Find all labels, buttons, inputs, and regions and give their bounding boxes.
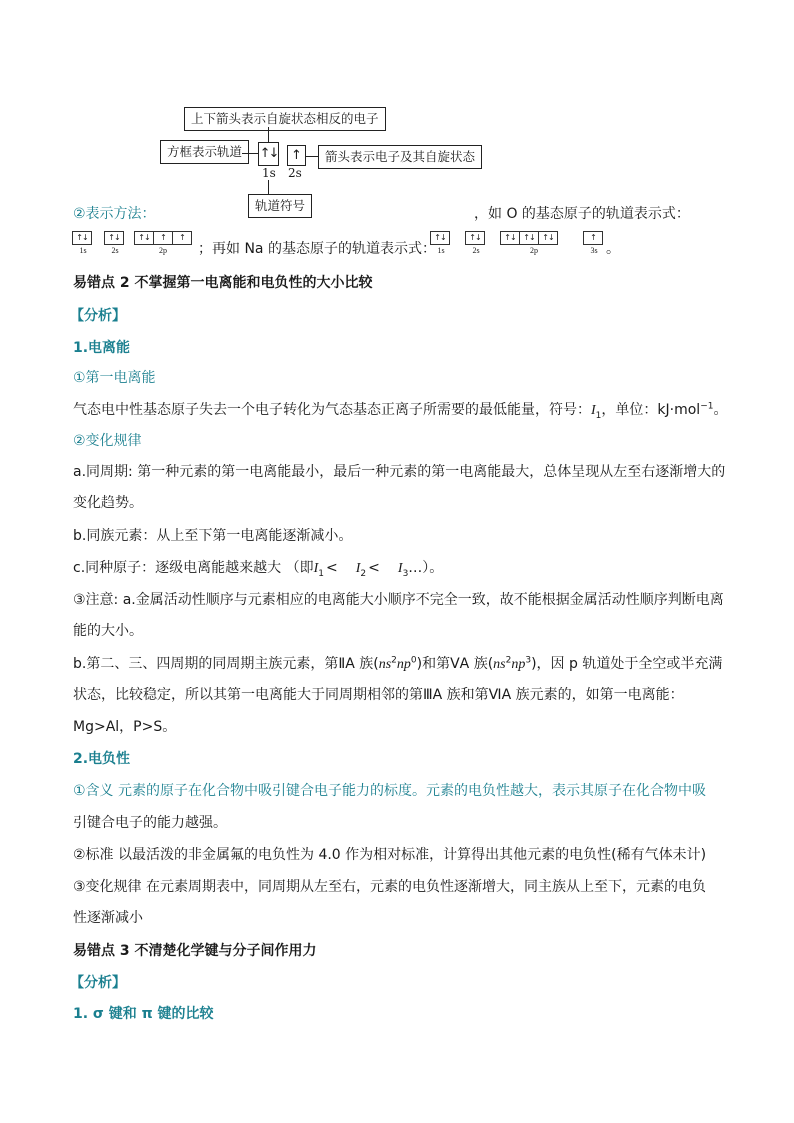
connector-line bbox=[268, 127, 269, 142]
standard-line: ②标准 以最活泼的非金属氟的电负性为 4.0 作为相对标准，计算得出其他元素的电负性(稀有气体未计) bbox=[73, 847, 707, 863]
rule-b: b.同族元素：从上至下第一电离能逐渐减小。 bbox=[73, 528, 353, 544]
connector-line bbox=[242, 153, 258, 154]
diagram-left-label: 方框表示轨道 bbox=[160, 140, 249, 164]
orbital-label-2s: 2s bbox=[288, 166, 302, 180]
na-3s-box: ↑ bbox=[583, 231, 603, 245]
na-label-2p: 2p bbox=[530, 246, 538, 255]
note-line2: 能的大小。 bbox=[73, 623, 143, 639]
na-label-1s: 1s bbox=[437, 246, 445, 255]
diagram-bottom-label: 轨道符号 bbox=[248, 194, 312, 218]
o-label-1s: 1s bbox=[79, 246, 87, 255]
o-2p-box: ↑↓ ↑ ↑ bbox=[134, 231, 192, 245]
o-label-2s: 2s bbox=[111, 246, 119, 255]
diagram-top-label: 上下箭头表示自旋状态相反的电子 bbox=[184, 107, 386, 131]
note-b-line2: 状态，比较稳定，所以其第一电离能大于同周期相邻的第ⅢA 族和第ⅥA 族元素的，如第一电离能： bbox=[73, 687, 684, 703]
na-2s-box: ↑↓ bbox=[465, 231, 485, 245]
o-2s-box: ↑↓ bbox=[104, 231, 124, 245]
connector-line bbox=[268, 180, 269, 194]
note-b-line3: Mg>Al，P>S。 bbox=[73, 719, 177, 735]
section3-analysis: 【分析】 bbox=[70, 975, 126, 991]
na-2p-box: ↑↓ ↑↓ ↑↓ bbox=[500, 231, 558, 245]
section2-title: 易错点 2 不掌握第一电离能和电负性的大小比较 bbox=[73, 275, 373, 291]
connector-line bbox=[305, 156, 318, 157]
orbital-box-2s: ↑ bbox=[287, 145, 306, 166]
first-ionization-subheading: ①第一电离能 bbox=[73, 370, 156, 386]
note-b-line1: b.第二、三、四周期的同周期主族元素，第ⅡA 族$(ns^2np^0)$和第ⅤA 族$(ns^2np^3)$，因 p 轨道处于全空或半充满 bbox=[73, 655, 723, 672]
method-lead: ②表示方法： bbox=[73, 206, 156, 222]
rule-a-line1: a.同周期: 第一种元素的第一电离能最小，最后一种元素的第一电离能最大，总体呈现从左至右逐渐增大的 bbox=[73, 464, 726, 480]
ionization-heading: 1.电离能 bbox=[73, 340, 131, 356]
electronegativity-heading: 2.电负性 bbox=[73, 751, 131, 767]
meaning-line2: 引键合电子的能力越强。 bbox=[73, 815, 227, 831]
section2-analysis: 【分析】 bbox=[70, 308, 126, 324]
method-mid: ；再如 Na 的基态原子的轨道表示式： bbox=[198, 241, 436, 257]
variation-subheading: ②变化规律 bbox=[73, 433, 142, 449]
o-label-2p: 2p bbox=[159, 246, 167, 255]
na-label-3s: 3s bbox=[590, 246, 598, 255]
ionization-definition: 气态电中性基态原子失去一个电子转化为气态基态正离子所需要的最低能量，符号：$I_1$，单位：kJ·mol$^{-1}$。 bbox=[73, 401, 728, 421]
na-1s-box: ↑↓ bbox=[430, 231, 450, 245]
trend-line1: ③变化规律 在元素周期表中，同周期从左至右，元素的电负性逐渐增大，同主族从上至下，元素的电负 bbox=[73, 879, 706, 895]
method-tail: ，如 O 的基态原子的轨道表示式： bbox=[474, 206, 690, 222]
orbital-label-1s: 1s bbox=[262, 166, 276, 180]
diagram-right-label: 箭头表示电子及其自旋状态 bbox=[318, 145, 482, 169]
na-label-2s: 2s bbox=[472, 246, 480, 255]
note-line1: ③注意: a.金属活动性顺序与元素相应的电离能大小顺序不完全一致，故不能根据金属活动性顺序判断电离 bbox=[73, 592, 724, 608]
orbital-box-1s: ↑↓ bbox=[258, 142, 279, 166]
o-1s-box: ↑↓ bbox=[72, 231, 92, 245]
trend-line2: 性逐渐减小 bbox=[73, 910, 143, 926]
rule-a-line2: 变化趋势。 bbox=[73, 495, 143, 511]
meaning-line1: ①含义 元素的原子在化合物中吸引键合电子能力的标度。元素的电负性越大，表示其原子在化合物中吸 bbox=[73, 783, 706, 799]
method-end: 。 bbox=[606, 241, 620, 257]
rule-c: c.同种原子：逐级电离能越来越大 （即$I_1 < I_2$ < $I_3\dots$）。 bbox=[73, 560, 444, 579]
sigma-pi-heading: 1. σ 键和 π 键的比较 bbox=[73, 1006, 214, 1022]
section3-title: 易错点 3 不清楚化学键与分子间作用力 bbox=[73, 943, 317, 959]
